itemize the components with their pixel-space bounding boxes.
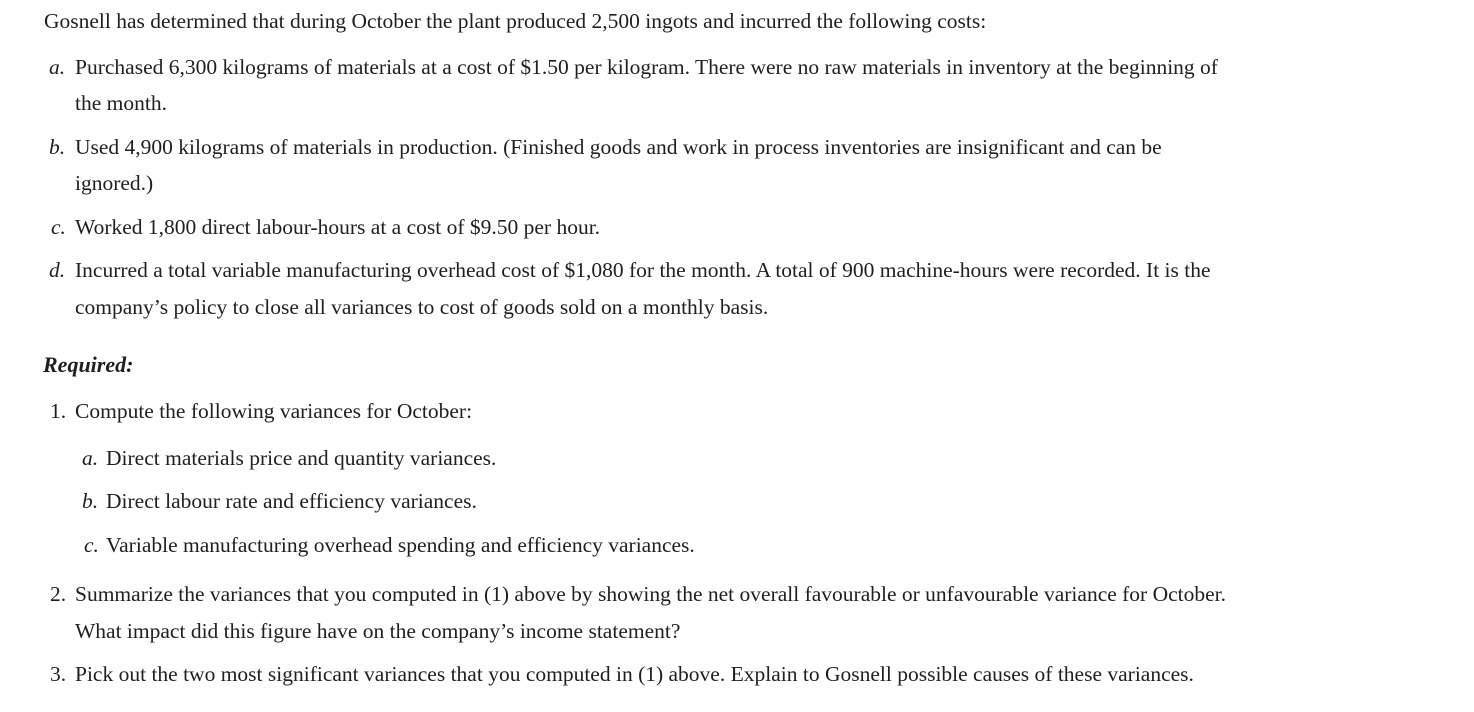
requirement-2-text-line-1: Summarize the variances that you computed in (1) above by showing the net overall favourable or unfavourable variance for October. [75,582,1227,606]
requirement-3-label: 3. [50,662,67,686]
requirement-2-text-line-2: What impact did this figure have on the company’s income statement? [75,619,681,643]
required-heading: Required: [43,352,134,377]
cost-item-a-text-line-2: the month. [75,91,167,115]
requirement-3-text-line-1: Pick out the two most significant variances that you computed in (1) above. Explain to Gosnell possible causes of these variances. [75,662,1194,686]
cost-item-c-text-line-1: Worked 1,800 direct labour-hours at a cost of $9.50 per hour. [75,215,601,239]
cost-item-b-text-line-1: Used 4,900 kilograms of materials in production. (Finished goods and work in process inventories are insignificant and can be [75,135,1162,159]
requirement-1-label: 1. [50,399,67,423]
requirement-1-text: Compute the following variances for October: [75,399,473,423]
intro-text: Gosnell has determined that during October the plant produced 2,500 ingots and incurred the following costs: [44,9,987,33]
requirement-1c-text: Variable manufacturing overhead spending and efficiency variances. [106,533,695,557]
requirement-1b-text: Direct labour rate and efficiency variances. [106,489,477,513]
requirement-2-label: 2. [50,582,67,606]
cost-item-d-label: d. [49,258,66,282]
cost-item-b-text-line-2: ignored.) [75,171,154,195]
cost-item-d-text-line-2: company’s policy to close all variances to cost of goods sold on a monthly basis. [75,295,769,319]
requirement-1c-label: c. [84,533,99,557]
requirement-1a-text: Direct materials price and quantity variances. [106,446,497,470]
requirement-1a-label: a. [82,446,99,470]
cost-item-a-label: a. [49,55,66,79]
cost-item-b-label: b. [49,135,66,159]
cost-item-d-text-line-1: Incurred a total variable manufacturing overhead cost of $1,080 for the month. A total of 900 machine-hours were recorded. It is the [75,258,1211,282]
cost-item-c-label: c. [51,215,66,239]
cost-item-a-text-line-1: Purchased 6,300 kilograms of materials at a cost of $1.50 per kilogram. There were no raw materials in inventory at the beginning of [75,55,1218,79]
requirement-1b-label: b. [82,489,99,513]
